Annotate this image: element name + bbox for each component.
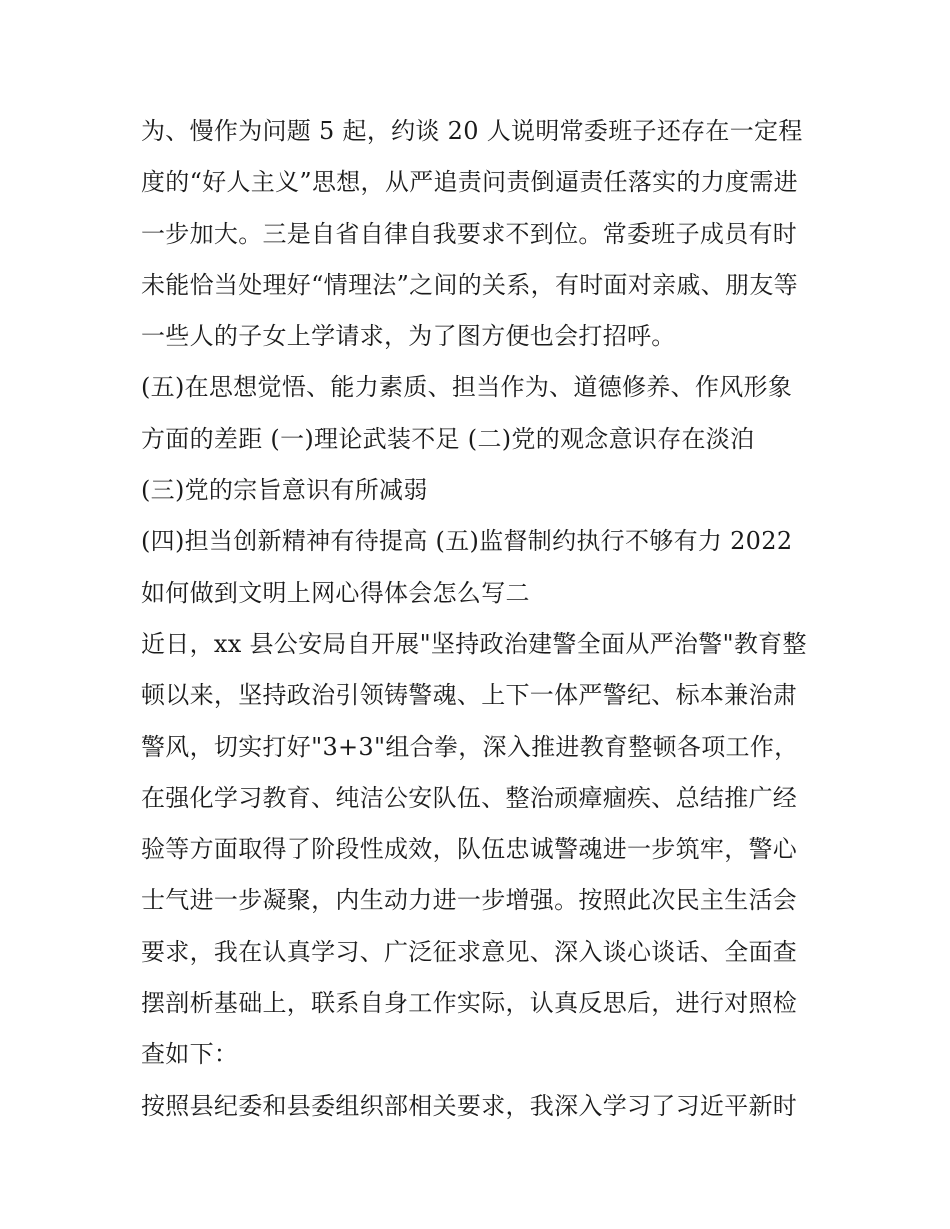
text-line: 顿以来，坚持政治引领铸警魂、上下一体严警纪、标本兼治肃 <box>141 681 798 710</box>
text-line: 未能恰当处理好“情理法”之间的关系，有时面对亲戚、朋友等 <box>141 270 798 299</box>
text-line: (三)党的宗旨意识有所减弱 <box>141 476 428 505</box>
text-line: 警风，切实打好"3+3"组合拳，深入推进教育整顿各项工作， <box>141 732 799 761</box>
text-line: 摆剖析基础上，联系自身工作实际，认真反思后，进行对照检 <box>141 989 798 1018</box>
text-line: 要求，我在认真学习、广泛征求意见、深入谈心谈话、全面查 <box>141 937 798 966</box>
text-line: 近日，xx 县公安局自开展"坚持政治建警全面从严治警"教育整 <box>141 629 807 658</box>
text-line: (五)在思想觉悟、能力素质、担当作为、道德修养、作风形象 <box>141 373 793 402</box>
document-body <box>141 106 821 1132</box>
text-line: 验等方面取得了阶段性成效，队伍忠诚警魂进一步筑牢，警心 <box>141 835 798 864</box>
text-line: 方面的差距 (一)理论武装不足 (二)党的观念意识存在淡泊 <box>141 424 755 453</box>
text-line: 度的“好人主义”思想，从严追责问责倒逼责任落实的力度需进 <box>141 168 798 197</box>
text-line: 为、慢作为问题 5 起，约谈 20 人说明常委班子还存在一定程 <box>141 117 803 145</box>
text-line: 一些人的子女上学请求，为了图方便也会打招呼。 <box>141 322 676 351</box>
text-line: 查如下： <box>141 1040 239 1069</box>
text-line: 按照县纪委和县委组织部相关要求，我深入学习了习近平新时 <box>141 1091 798 1120</box>
text-line: 如何做到文明上网心得体会怎么写二 <box>141 578 530 607</box>
text-line: (四)担当创新精神有待提高 (五)监督制约执行不够有力 2022 <box>141 527 793 556</box>
text-line: 在强化学习教育、纯洁公安队伍、整治顽瘴痼疾、总结推广经 <box>141 783 798 812</box>
text-line: 一步加大。三是自省自律自我要求不到位。常委班子成员有时 <box>141 219 798 248</box>
text-line: 士气进一步凝聚，内生动力进一步增强。按照此次民主生活会 <box>141 886 798 915</box>
